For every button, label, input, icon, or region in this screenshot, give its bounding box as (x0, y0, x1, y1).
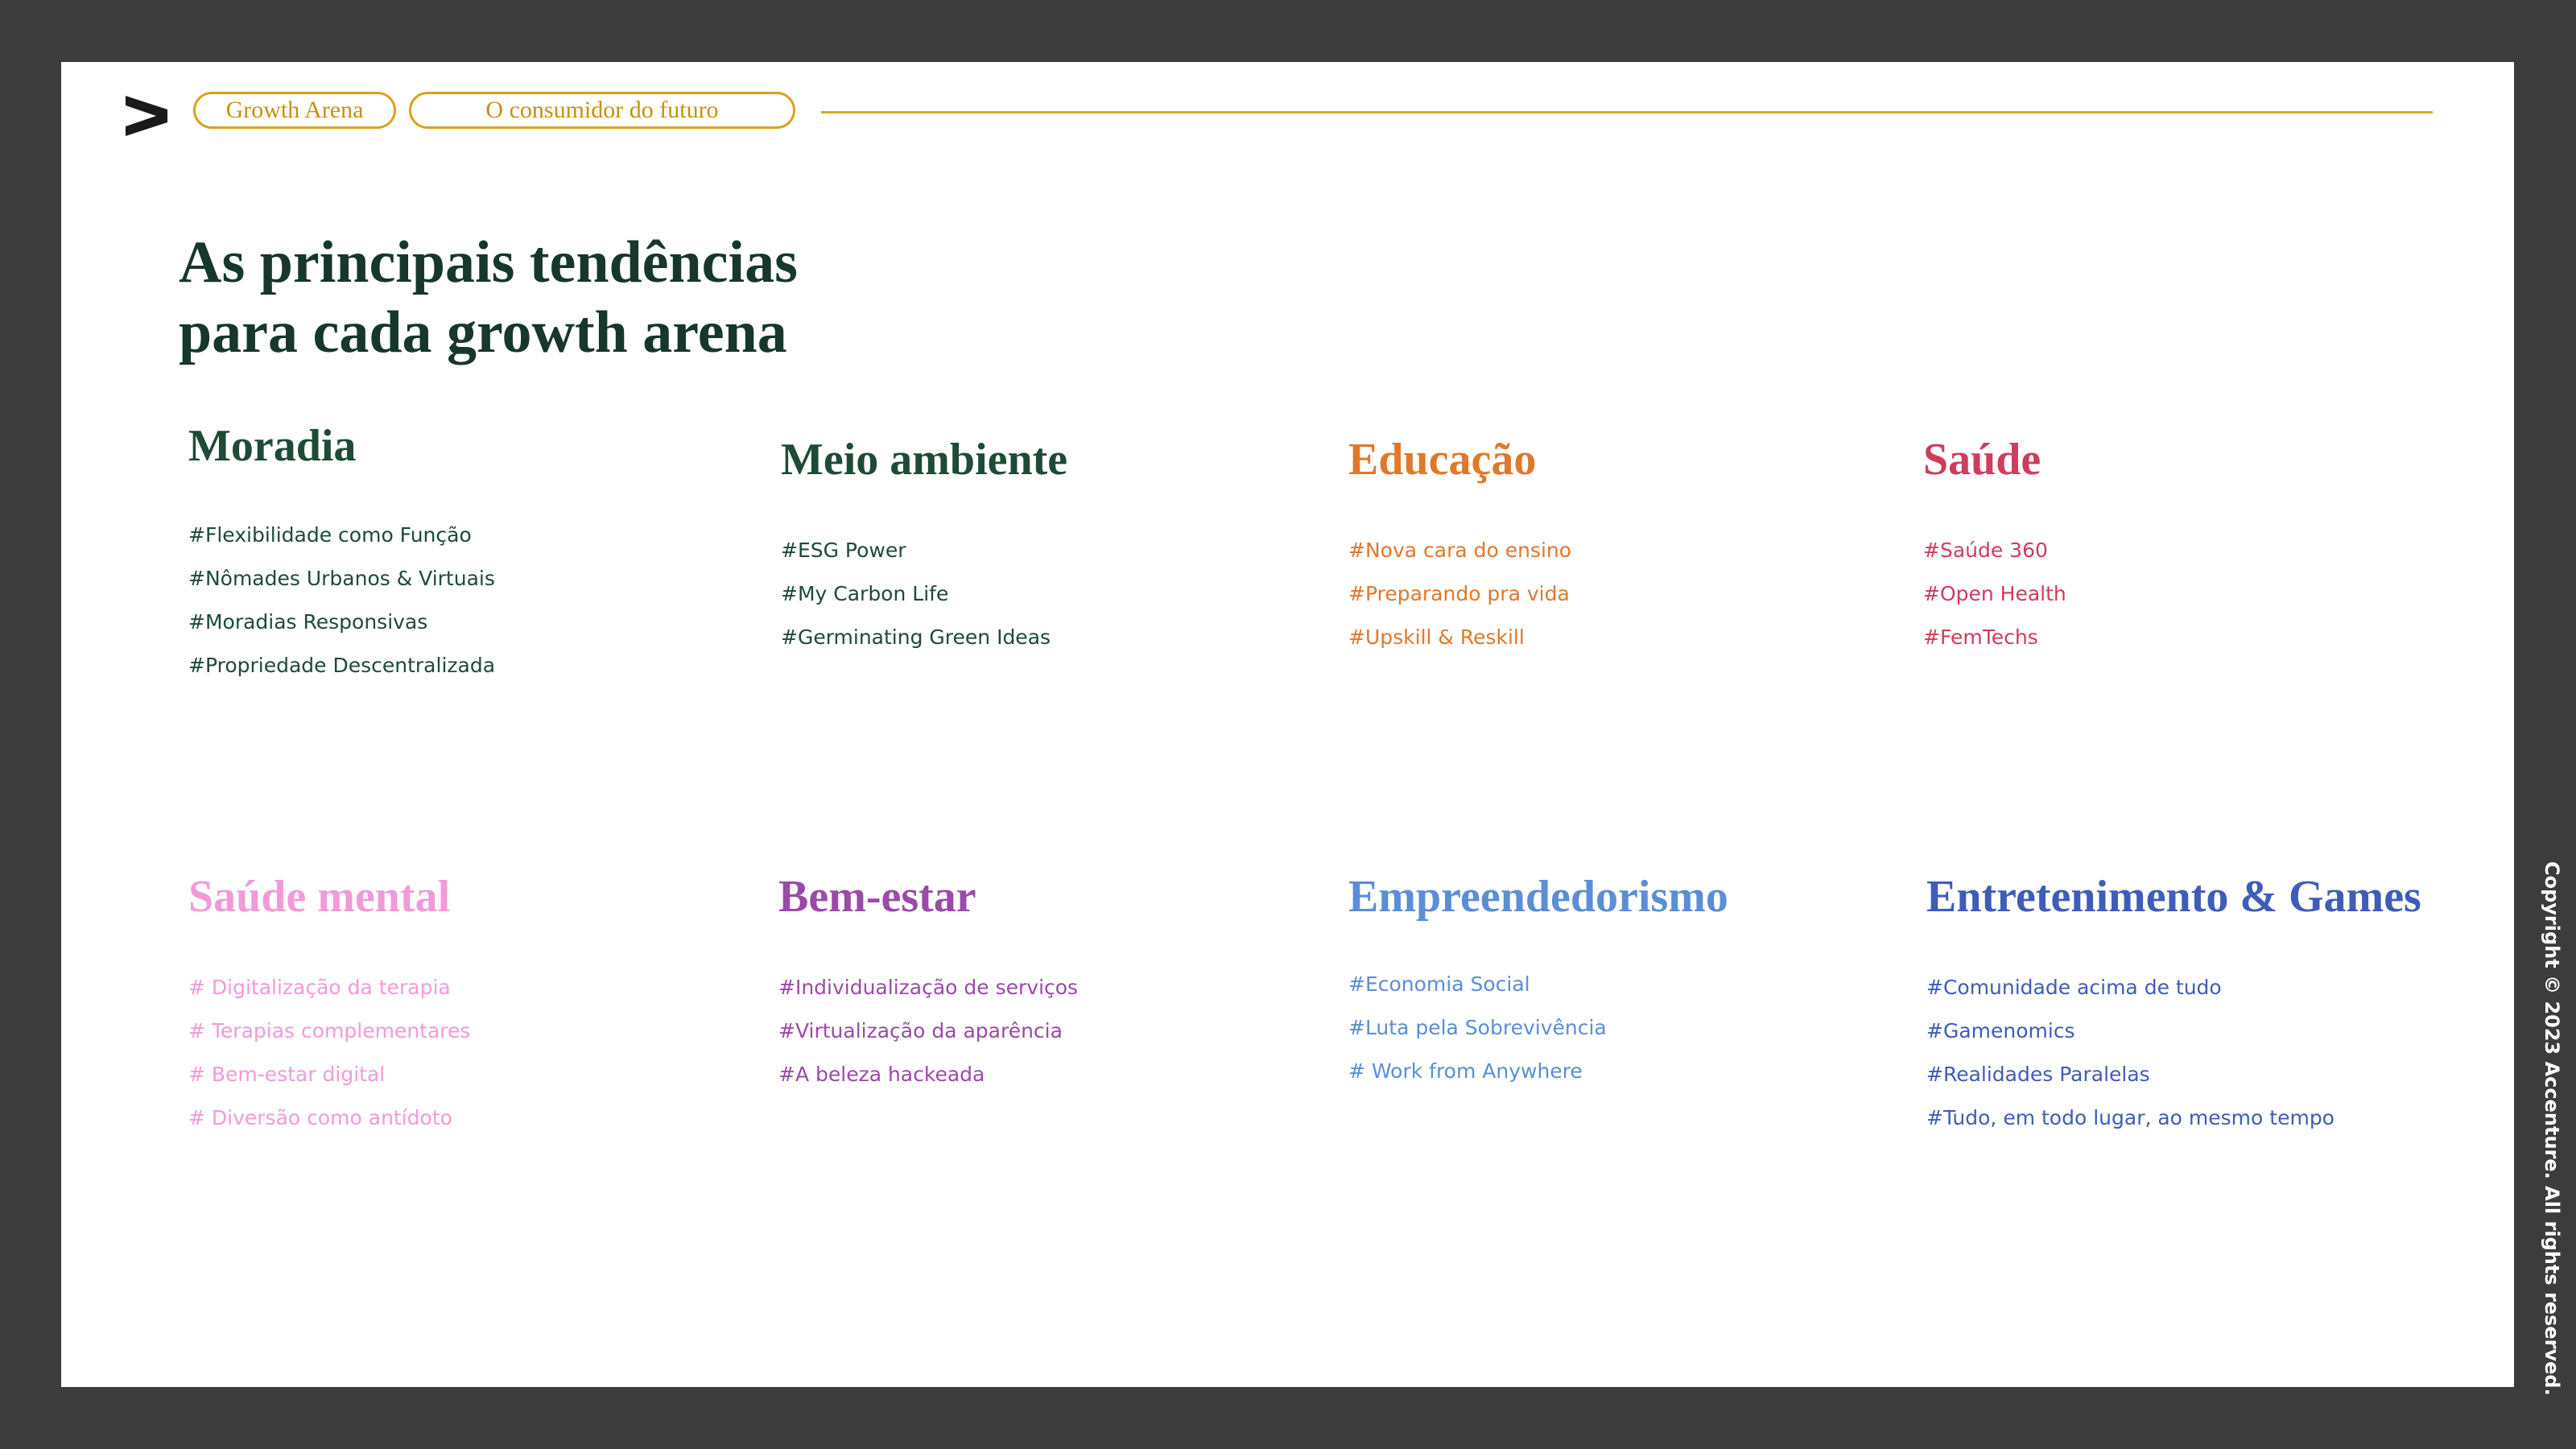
arena-heading: Moradia (188, 421, 357, 471)
header-divider (821, 111, 2433, 114)
growth-arena-pill: Growth Arena (193, 92, 396, 129)
trend-item: #A beleza hackeada (778, 1063, 985, 1086)
arena-meio-ambiente (781, 434, 1067, 659)
trend-list (1926, 966, 2421, 1140)
arena-saude (1923, 434, 2066, 659)
trend-item: #Nova cara do ensino (1348, 539, 1572, 562)
trend-list (1348, 529, 1571, 659)
copyright-notice: Copyright © 2023 Accenture. All rights reserved. (2541, 861, 2563, 1396)
trend-item: # Digitalização da terapia (188, 976, 451, 999)
trend-item: #Preparando pra vida (1348, 582, 1570, 605)
trend-item: #Luta pela Sobrevivência (1348, 1016, 1607, 1039)
trend-item: # Bem-estar digital (188, 1063, 386, 1086)
trend-list (1923, 529, 2066, 659)
arena-heading: Saúde (1923, 435, 2041, 485)
arena-bem-estar (778, 871, 1078, 1096)
trend-list (1348, 963, 1728, 1093)
trend-list (778, 966, 1078, 1096)
trend-item: #Moradias Responsivas (188, 610, 428, 634)
trend-item: # Work from Anywhere (1348, 1059, 1583, 1083)
trend-item: #My Carbon Life (781, 582, 949, 605)
arena-heading: Saúde mental (188, 872, 451, 922)
trend-item: #Flexibilidade como Função (188, 523, 472, 547)
trend-item: #FemTechs (1923, 625, 2038, 649)
trend-item: #Individualização de serviços (778, 976, 1079, 999)
trend-item: #Saúde 360 (1923, 539, 2048, 562)
trend-list (188, 966, 470, 1140)
trend-item: #Virtualização da aparência (778, 1019, 1063, 1042)
trend-item: #Realidades Paralelas (1926, 1063, 2150, 1086)
trend-list (188, 514, 495, 687)
slide (61, 62, 2514, 1387)
trend-item: #Upskill & Reskill (1348, 625, 1525, 649)
trend-item: #Gamenomics (1926, 1019, 2075, 1042)
trend-item: #Nômades Urbanos & Virtuais (188, 567, 495, 590)
arena-educacao (1348, 434, 1571, 659)
trend-item: # Terapias complementares (188, 1019, 471, 1042)
trend-item: #Propriedade Descentralizada (188, 654, 496, 677)
trend-list (781, 529, 1067, 659)
trend-item: #Economia Social (1348, 972, 1530, 996)
trend-item: #Germinating Green Ideas (781, 625, 1051, 649)
trend-item: #ESG Power (781, 539, 906, 562)
trend-item: # Diversão como antídoto (188, 1106, 452, 1129)
arena-saude-mental (188, 871, 470, 1140)
arena-heading: Entretenimento & Games (1926, 872, 2421, 922)
arena-heading: Empreendedorismo (1348, 872, 1728, 922)
arena-heading: Meio ambiente (781, 435, 1068, 485)
slide-title-line-1: As principais tendências (179, 229, 798, 295)
accenture-chevron-logo (126, 96, 167, 136)
slide-title-line-2: para cada growth arena (179, 299, 787, 365)
arena-empreendedorismo (1348, 871, 1728, 1093)
trend-item: #Open Health (1923, 582, 2066, 605)
consumidor-futuro-pill: O consumidor do futuro (409, 92, 795, 129)
arena-entretenimento-games (1926, 871, 2421, 1140)
arena-moradia (188, 420, 495, 687)
arena-heading: Educação (1348, 435, 1537, 485)
slide-title (179, 228, 798, 368)
trend-item: #Tudo, em todo lugar, ao mesmo tempo (1926, 1106, 2334, 1129)
trend-item: #Comunidade acima de tudo (1926, 976, 2222, 999)
arena-heading: Bem-estar (778, 872, 976, 922)
